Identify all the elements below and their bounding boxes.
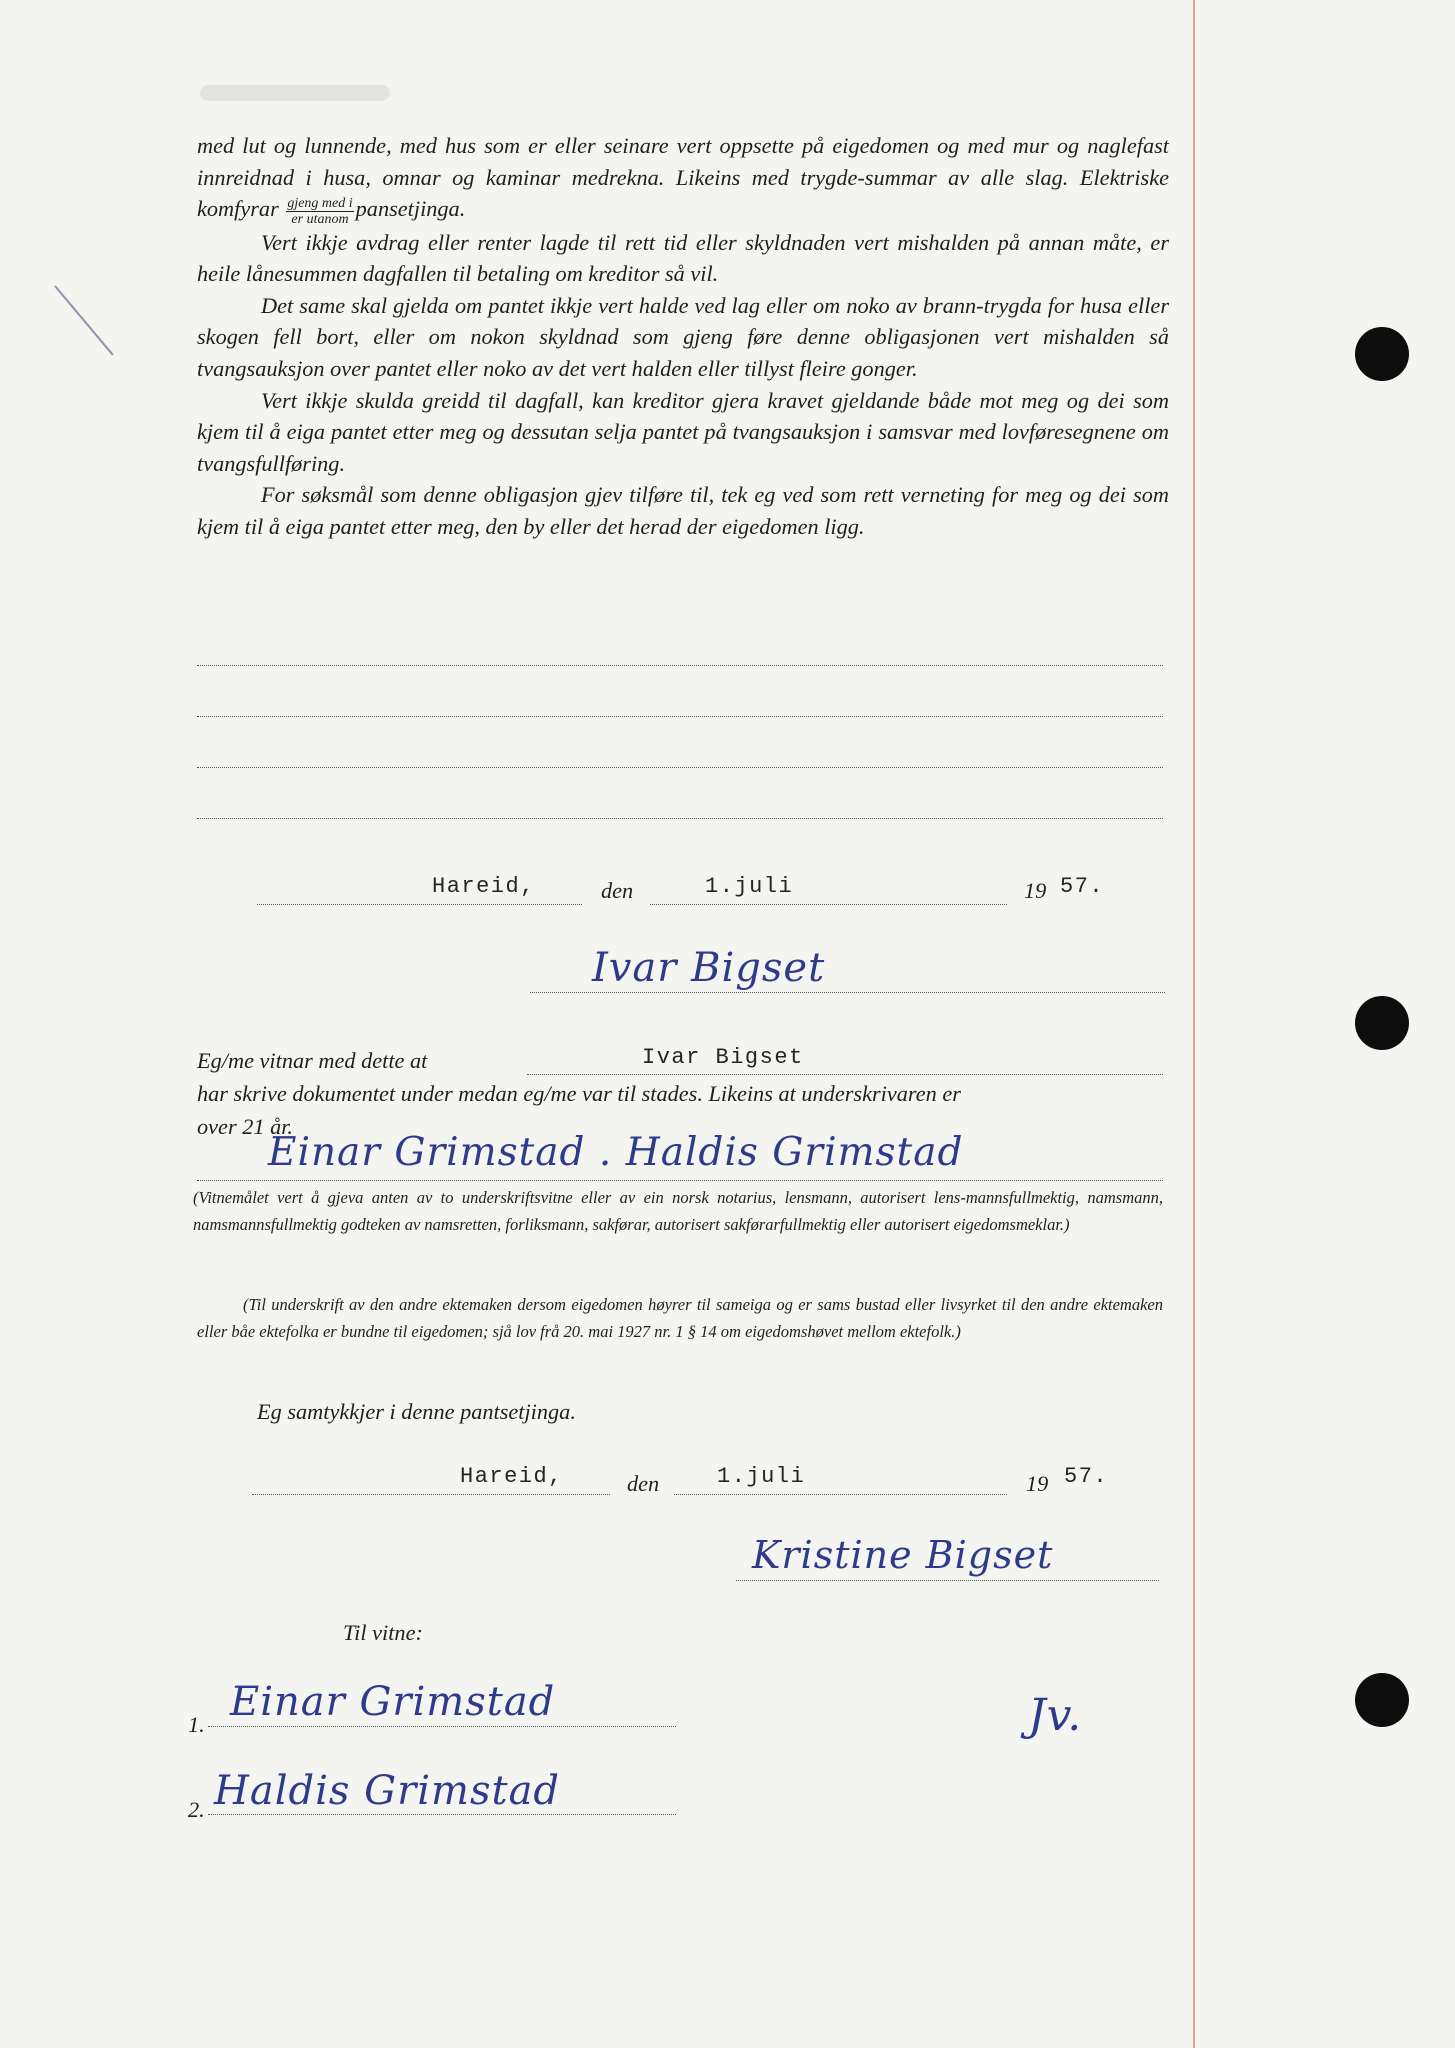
witness-name-line — [527, 1074, 1163, 1075]
blank-line — [197, 818, 1163, 819]
year-prefix: 19 — [1024, 878, 1047, 903]
year2-prefix: 19 — [1026, 1471, 1049, 1496]
place-line — [257, 904, 582, 905]
punch-hole-top — [1355, 327, 1409, 381]
den-label-2: den — [627, 1471, 660, 1496]
signature-line — [530, 992, 1165, 993]
witness-signatures: Einar Grimstad . Haldis Grimstad — [268, 1130, 964, 1175]
signature-line-2 — [736, 1580, 1159, 1581]
witness-line-2: har skrive dokumentet under medan eg/me var til stades. Likeins at underskrivaren er — [197, 1081, 961, 1106]
date2-place: Hareid, — [460, 1464, 563, 1489]
paragraph-4: Vert ikkje skulda greidd til dagfall, kan kreditor gjera kravet gjeldande både mot meg og dei som kjem til å eiga pantet etter meg og dessutan selja pantet på tvangsauksjon i samsvar med lovføresegnene om tvangsfullføring. — [197, 387, 1169, 476]
witness-number-1: 1. — [188, 1712, 205, 1737]
year-suffix: 57. — [1060, 874, 1105, 899]
day-line — [650, 904, 1007, 905]
paragraph-2: Vert ikkje avdrag eller renter lagde til rett tid eller skyldnaden vert mishalden på annan måte, er heile lånesummen dagfallen til betaling om kreditor så vil. — [197, 229, 1169, 287]
witness-line-3: over 21 år. — [197, 1114, 293, 1139]
til-vitne-line-2 — [208, 1814, 676, 1815]
faded-header-smudge — [200, 85, 390, 101]
paragraph-1: med lut og lunnende, med hus som er eller seinare vert oppsette på eigedomen og med mur og naglefast innreidnad i husa, omnar og kaminar medrekna. Likeins med trygde-summar av alle slag. Elektriske komfyrar $\frac{\text{gjeng med i}}{\text{er utanom}}$ pansetjinga. — [197, 133, 1169, 227]
date2-day: 1.juli — [717, 1464, 806, 1489]
witness-name: Ivar Bigset — [642, 1045, 804, 1070]
til-vitne-line-1 — [208, 1726, 676, 1727]
margin-line — [1193, 0, 1195, 2048]
spouse-note: (Til underskrift av den andre ektemaken dersom eigedomen høyrer til sameiga og er sams bustad eller livsyrket til den andre ektemaken eller båe ektefolka er bundne til eigedomen; sjå lov frå 20. mai 1927 nr. 1 § 14 om eigedomshøvet mellom ektefolk.) — [197, 1295, 1163, 1341]
punch-hole-bottom — [1355, 1673, 1409, 1727]
consent-text: Eg samtykkjer i denne pantsetjinga. — [257, 1399, 576, 1424]
signature-kristine-bigset: Kristine Bigset — [752, 1533, 1054, 1577]
til-vitne-signature-2: Haldis Grimstad — [214, 1768, 561, 1814]
initials: Jv. — [1028, 1690, 1083, 1741]
witness-line-1: Eg/me vitnar med dette at — [197, 1048, 428, 1073]
blank-line — [197, 716, 1163, 717]
option-fraction: $\frac{\text{gjeng med i}}{\text{er utanom}}$ — [287, 195, 353, 227]
den-label: den — [601, 878, 634, 903]
signature-ivar-bigset: Ivar Bigset — [592, 945, 826, 991]
witness-number-2: 2. — [188, 1797, 205, 1822]
til-vitne-signature-1: Einar Grimstad — [230, 1679, 556, 1725]
paragraph-5: For søksmål som denne obligasjon gjev tilføre til, tek eg ved som rett verneting for meg og dei som kjem til å eiga pantet etter meg, den by eller det herad der eigedomen ligg. — [197, 482, 1169, 539]
body-text — [197, 130, 1169, 543]
place-line-2 — [252, 1494, 610, 1495]
pencil-mark — [54, 285, 113, 355]
date-place: Hareid, — [432, 874, 535, 899]
til-vitne-label: Til vitne: — [343, 1620, 423, 1645]
blank-line — [197, 767, 1163, 768]
year2-suffix: 57. — [1064, 1464, 1109, 1489]
day-line-2 — [674, 1494, 1007, 1495]
witness-note: (Vitnemålet vert å gjeva anten av to underskriftsvitne eller av ein norsk notarius, lensmann, autorisert lens-mannsfullmektig, namsmann, namsmannsfullmektig godteken av namsretten, forliksmann, sakførar, autorisert sakførarfullmektig eller autorisert eigedomsmeklar.) — [193, 1188, 1163, 1234]
date-day: 1.juli — [705, 874, 794, 899]
paragraph-3: Det same skal gjelda om pantet ikkje vert halde ved lag eller om noko av brann-trygda for husa eller skogen fell bort, eller om nokon skyldnad som gjeng føre denne obligasjonen vert mishalden så tvangsauksjon over pantet eller noko av det vert halden eller tillyst fleire gonger. — [197, 292, 1169, 381]
punch-hole-middle — [1355, 996, 1409, 1050]
witness-signature-line — [197, 1180, 1163, 1181]
blank-line — [197, 665, 1163, 666]
